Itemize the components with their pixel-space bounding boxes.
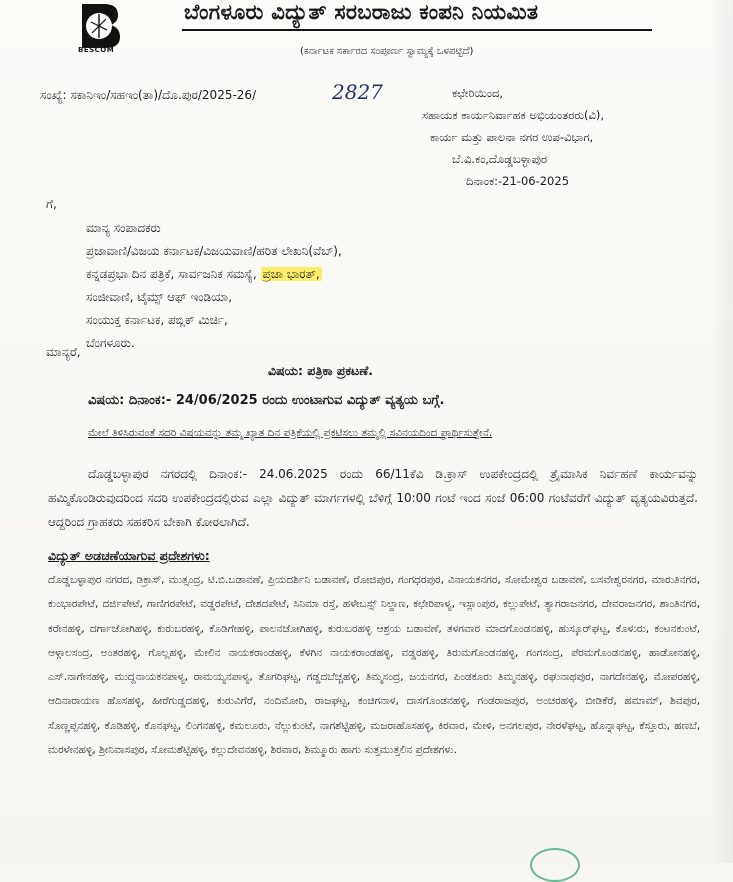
recipient-line: ಸಂಜೀವಾಣಿ, ಟೈಮ್ಸ್ ಆಫ್ ಇಂಡಿಯಾ, xyxy=(86,290,233,304)
sender-line-date: ದಿನಾಂಕ:-21-06-2025 xyxy=(466,174,570,188)
recipient-line: ಪ್ರಜಾವಾಣಿ/ವಿಜಯ ಕರ್ನಾಟಕ/ವಿಜಯವಾಣಿ/ಹರಿತ ಲೇಖನಿ(ವೆಬ್), xyxy=(86,244,342,258)
subject-detail: ವಿಷಯ: ದಿನಾಂಕ:- 24/06/2025 ರಂದು ಉಂಟಾಗುವ ವಿದ್ಯುತ್ ವ್ಯತ್ಯಯ ಬಗ್ಗೆ. xyxy=(88,393,445,408)
page-edge-shadow xyxy=(711,0,733,863)
header-underline xyxy=(182,29,652,31)
highlighted-newspaper-name: ಪ್ರಜಾ ಭಾರತ್, xyxy=(262,267,320,281)
company-subtitle: (ಕರ್ನಾಟಕ ಸರ್ಕಾರದ ಸಂಪೂರ್ಣ ಸ್ವಾಮ್ಯಕ್ಕೆ ಒಳಪಟ್ಟಿದೆ) xyxy=(300,46,474,57)
sender-line-division: ಕಾರ್ಯ ಮತ್ತು ಪಾಲನಾ ನಗರ ಉಪ-ವಿಭಾಗ, xyxy=(430,130,594,144)
handwritten-reference-number: 2827 xyxy=(332,80,383,104)
sender-line-location: ಬೆ.ವಿ.ಕಂ,ದೊಡ್ಡಬಳ್ಳಾಪುರ xyxy=(452,152,548,166)
stamp-mark xyxy=(530,848,580,882)
recipient-line xyxy=(86,263,342,286)
body-paragraph: ದೊಡ್ಡಬಳ್ಳಾಪುರ ನಗರದಲ್ಲಿ ದಿನಾಂಕ:- 24.06.2025 ರಂದು 66/11ಕೆವಿ ಡಿ.ಕ್ರಾಸ್ ಉಪಕೇಂದ್ರದಲ್ಲಿ ತ್ರೈಮಾಸಿಕ ನಿರ್ವಹಣೆ ಕಾರ್ಯವನ್ನು ಹಮ್ಮಿಕೊಂಡಿರುವುದರಿಂದ ಸದರಿ ಉಪಕೇಂದ್ರದಲ್ಲಿರುವ ಎಲ್ಲಾ ವಿದ್ಯುತ್ ಮಾರ್ಗಗಳಲ್ಲಿ ಬೆಳಿಗ್ಗೆ 10:00 ಗಂಟೆ ಇಂದ ಸಂಜೆ 06:00 ಗಂಟೆವರೆಗೆ ವಿದ್ಯುತ್ ವ್ಯತ್ಯಯವಿರುತ್ತದೆ. ಆದ್ದರಿಂದ ಗ್ರಾಹಕರು ಸಹಕರಿಸ ಬೇಕಾಗಿ ಕೋರಲಾಗಿದೆ. xyxy=(48,467,698,529)
recipient-line-text: ಕನ್ನಡಪ್ರಭಾ ದಿನ ಪತ್ರಿಕೆ, ಸಾರ್ವಜನಿಕ ಸಮಸ್ಯೆ, xyxy=(86,267,257,281)
reference-number-label: ಸಂಖ್ಯೆ: ಸಕಾನಿಇಂ/ಸಹಇಂ(ತಾ)/ದೊ.ಪುರ/2025-26/ xyxy=(40,88,257,102)
logo-caption: BESCOM xyxy=(78,46,115,54)
salutation: ಮಾನ್ಯರೆ, xyxy=(46,345,81,359)
affected-areas-list: ದೊಡ್ಡಬಳ್ಳಾಪುರ ನಗರದ, ಡಿಕ್ರಾಸ್, ಮುತ್ಸಂದ್ರ, ಟಿ.ಬಿ.ಬಡಾವಣೆ, ಪ್ರಿಯದರ್ಶಿನಿ ಬಡಾವಣೆ, ರೋಜಿಪುರ, ಗಂಗಧರಪುರ, ವಿನಾಯಕನಗರ, ಸೋಮೇಶ್ವರ ಬಡಾವಣೆ, ಬಸವೇಶ್ವರನಗರ, ಮಾರುತಿನಗರ, ಕುಂಭಾರಪೇಟೆ, ದರ್ಜಿಪೇಟೆ, ಗಾಣಿಗರಪೇಟೆ, ವಡ್ಡರಪೇಟೆ, ದೇಶದಪೇಟೆ, ಸಿನಿಮಾ ರಸ್ತೆ, ಹಳೇಬಸ್ಸ್ ನಿಲ್ದಾಣ, ಕಛೇರಿಪಾಳ್ಯ, ಇಸ್ಲಾಂಪುರ, ಕಲ್ಲುಪೇಟೆ, ತ್ಯಾಗರಾಜನಗರ, ದೇವರಾಜನಗರ, ಶಾಂತಿನಗರ, ಕರೇನಹಳ್ಳಿ, ದರ್ಗಾಜೋಗಿಹಳ್ಳಿ, ಕುರುಬರಹಳ್ಳಿ, ಕೊಡಿಗೇಹಳ್ಳಿ, ಪಾಲನಜೋಗಿಹಳ್ಳಿ, ಕುರುಬರಹಳ್ಳಿ ಆಶ್ರಯ ಬಡಾವಣೆ, ತಳಗವಾರ ಮಾದಗೊಂಡನಹಳ್ಳಿ, ಹುಸ್ಕೂರ್‌ಘಟ್ಟ, ಕೊಳುರು, ಕಂಟನಕುಂಟೆ, ಆಳ್ಗಾಲಸಂದ್ರ, ಅಂತರಹಳ್ಳಿ, ಗೊಲ್ಲಹಳ್ಳಿ, ಮೇಲಿನ ನಾಯಕರಾಂಡಹಳ್ಳಿ, ಕೆಳಗಿನ ನಾಯಕರಾಂಡಹಳ್ಳಿ, ವಡ್ಡರಹಳ್ಳಿ, ತಿರುಮಗೊಂಡನಹಳ್ಳಿ, ಗಂಗಸಂದ್ರ, ಪೆರಮಗೊಂಡನಹಳ್ಳಿ, ಹಾಡೋನಹಳ್ಳಿ, ಎಸ್.ನಾಗೇನಹಳ್ಳಿ, ಮುದ್ದನಾಯಕನಪಾಳ್ಯ, ರಾಮಯ್ಯನಪಾಳ್ಯ, ತೊಗರಿಘಟ್ಟ, ಗಡ್ಡದಬೆಚ್ಚಹಳ್ಳಿ, ತಿಮ್ಮಸಂದ್ರ, ಜಯನಗರ, ಪಿಂಡಕೂರು ತಿಮ್ಮನಹಳ್ಳಿ, ರಘುನಾಥಪುರ, ನಾಗದೇನಹಳ್ಳಿ, ಮೋಪರಹಳ್ಳಿ, ಆದಿನಾರಾಯಣ ಹೊಸಹಳ್ಳಿ, ಹೀರೆಗುಡ್ಡದಹಳ್ಳಿ, ಕುರುವಿಗೆರೆ, ನಂದಿಮೋರಿ, ರಾಜಘಟ್ಟ, ಕಂಚಿಗನಾಳ, ದಾಸಗೊಂಡನಹಳ್ಳಿ, ಗಂಡರಾಜಪುರ, ಅಂಚರಹಳ್ಳಿ, ಬೀಡಿಕೆರೆ, ಹಮಾಮ್, ಶಿವಪುರ, ಸೊಣ್ಣಪ್ಪನಹಳ್ಳಿ, ಕೊಡಿಹಳ್ಳಿ, ಕೊನಘಟ್ಟ, ಲಿಂಗನಹಳ್ಳಿ, ಕಮಲೂರು, ನೆಲ್ಲುಕುಂಟೆ, ನಾಗಶೆಟ್ಟಿಹಳ್ಳಿ, ಮಜರಾಹೊಸಹಳ್ಳಿ, ಕಿರವಾರ, ಮೇಳಿ, ಅನಗಲಪುರ, ನೇರಳೆಘಟ್ಟ, ಹೊನ್ನಾಘಟ್ಟ, ಕೆಸ್ತೂರು, ಹಣಬೆ, ಮರಳೇನಹಳ್ಳಿ, ಶ್ರೀನಿವಾಸಪುರ, ಸೋಮಶೆಟ್ಟಿಹಳ್ಳಿ, ಕಲ್ಲುದೇವನಹಳ್ಳಿ, ಶಿರವಾರ, ಶಿಮ್ಮೂರು ಹಾಗು ಸುತ್ತಮುತ್ತಲಿನ ಪ್ರದೇಶಗಳು. xyxy=(48,573,700,757)
to-label: ಗೆ, xyxy=(46,197,57,211)
request-line: ಮೇಲೆ ತಿಳಿಸಿರುವಂತೆ ಸದರಿ ವಿಷಯವನ್ನು ತಮ್ಮ ಖ್ಯಾತ ದಿನ ಪತ್ರಿಕೆಯಲ್ಲಿ ಪ್ರಕಟಿಸಲು ತಮ್ಮಲ್ಲಿ ಸವಿನಯದಿಂದ ಪ್ರಾರ್ಥಿಸುತ್ತೇನೆ. xyxy=(88,427,493,439)
recipient-line: ಸಂಯುಕ್ತ ಕರ್ನಾಟಕ, ಪಬ್ಲಿಕ್ ಮಿರ್ಚಿ, xyxy=(86,313,228,327)
recipient-block xyxy=(86,217,342,355)
affected-areas-heading: ವಿದ್ಯುತ್ ಅಡಚಣೆಯಾಗುವ ಪ್ರದೇಶಗಳು: xyxy=(48,548,210,563)
sender-line-designation: ಸಹಾಯಕ ಕಾರ್ಯನಿರ್ವಾಹಕ ಅಭಿಯಂತರರು(ವಿ), xyxy=(422,108,605,122)
subject-title: ವಿಷಯ: ಪತ್ರಿಕಾ ಪ್ರಕಟಣೆ. xyxy=(268,363,374,378)
recipient-line: ಬೆಂಗಳೂರು. xyxy=(86,336,135,350)
sender-block xyxy=(422,82,604,192)
sender-line-office: ಕಛೇರಿಯಿಂದ, xyxy=(452,86,504,100)
recipient-line: ಮಾನ್ಯ ಸಂಪಾದಕರು xyxy=(86,221,161,235)
company-name: ಬೆಂಗಳೂರು ವಿದ್ಯುತ್ ಸರಬರಾಜು ಕಂಪನಿ ನಿಯಮಿತ xyxy=(184,0,539,24)
bescom-logo-icon xyxy=(78,0,124,52)
